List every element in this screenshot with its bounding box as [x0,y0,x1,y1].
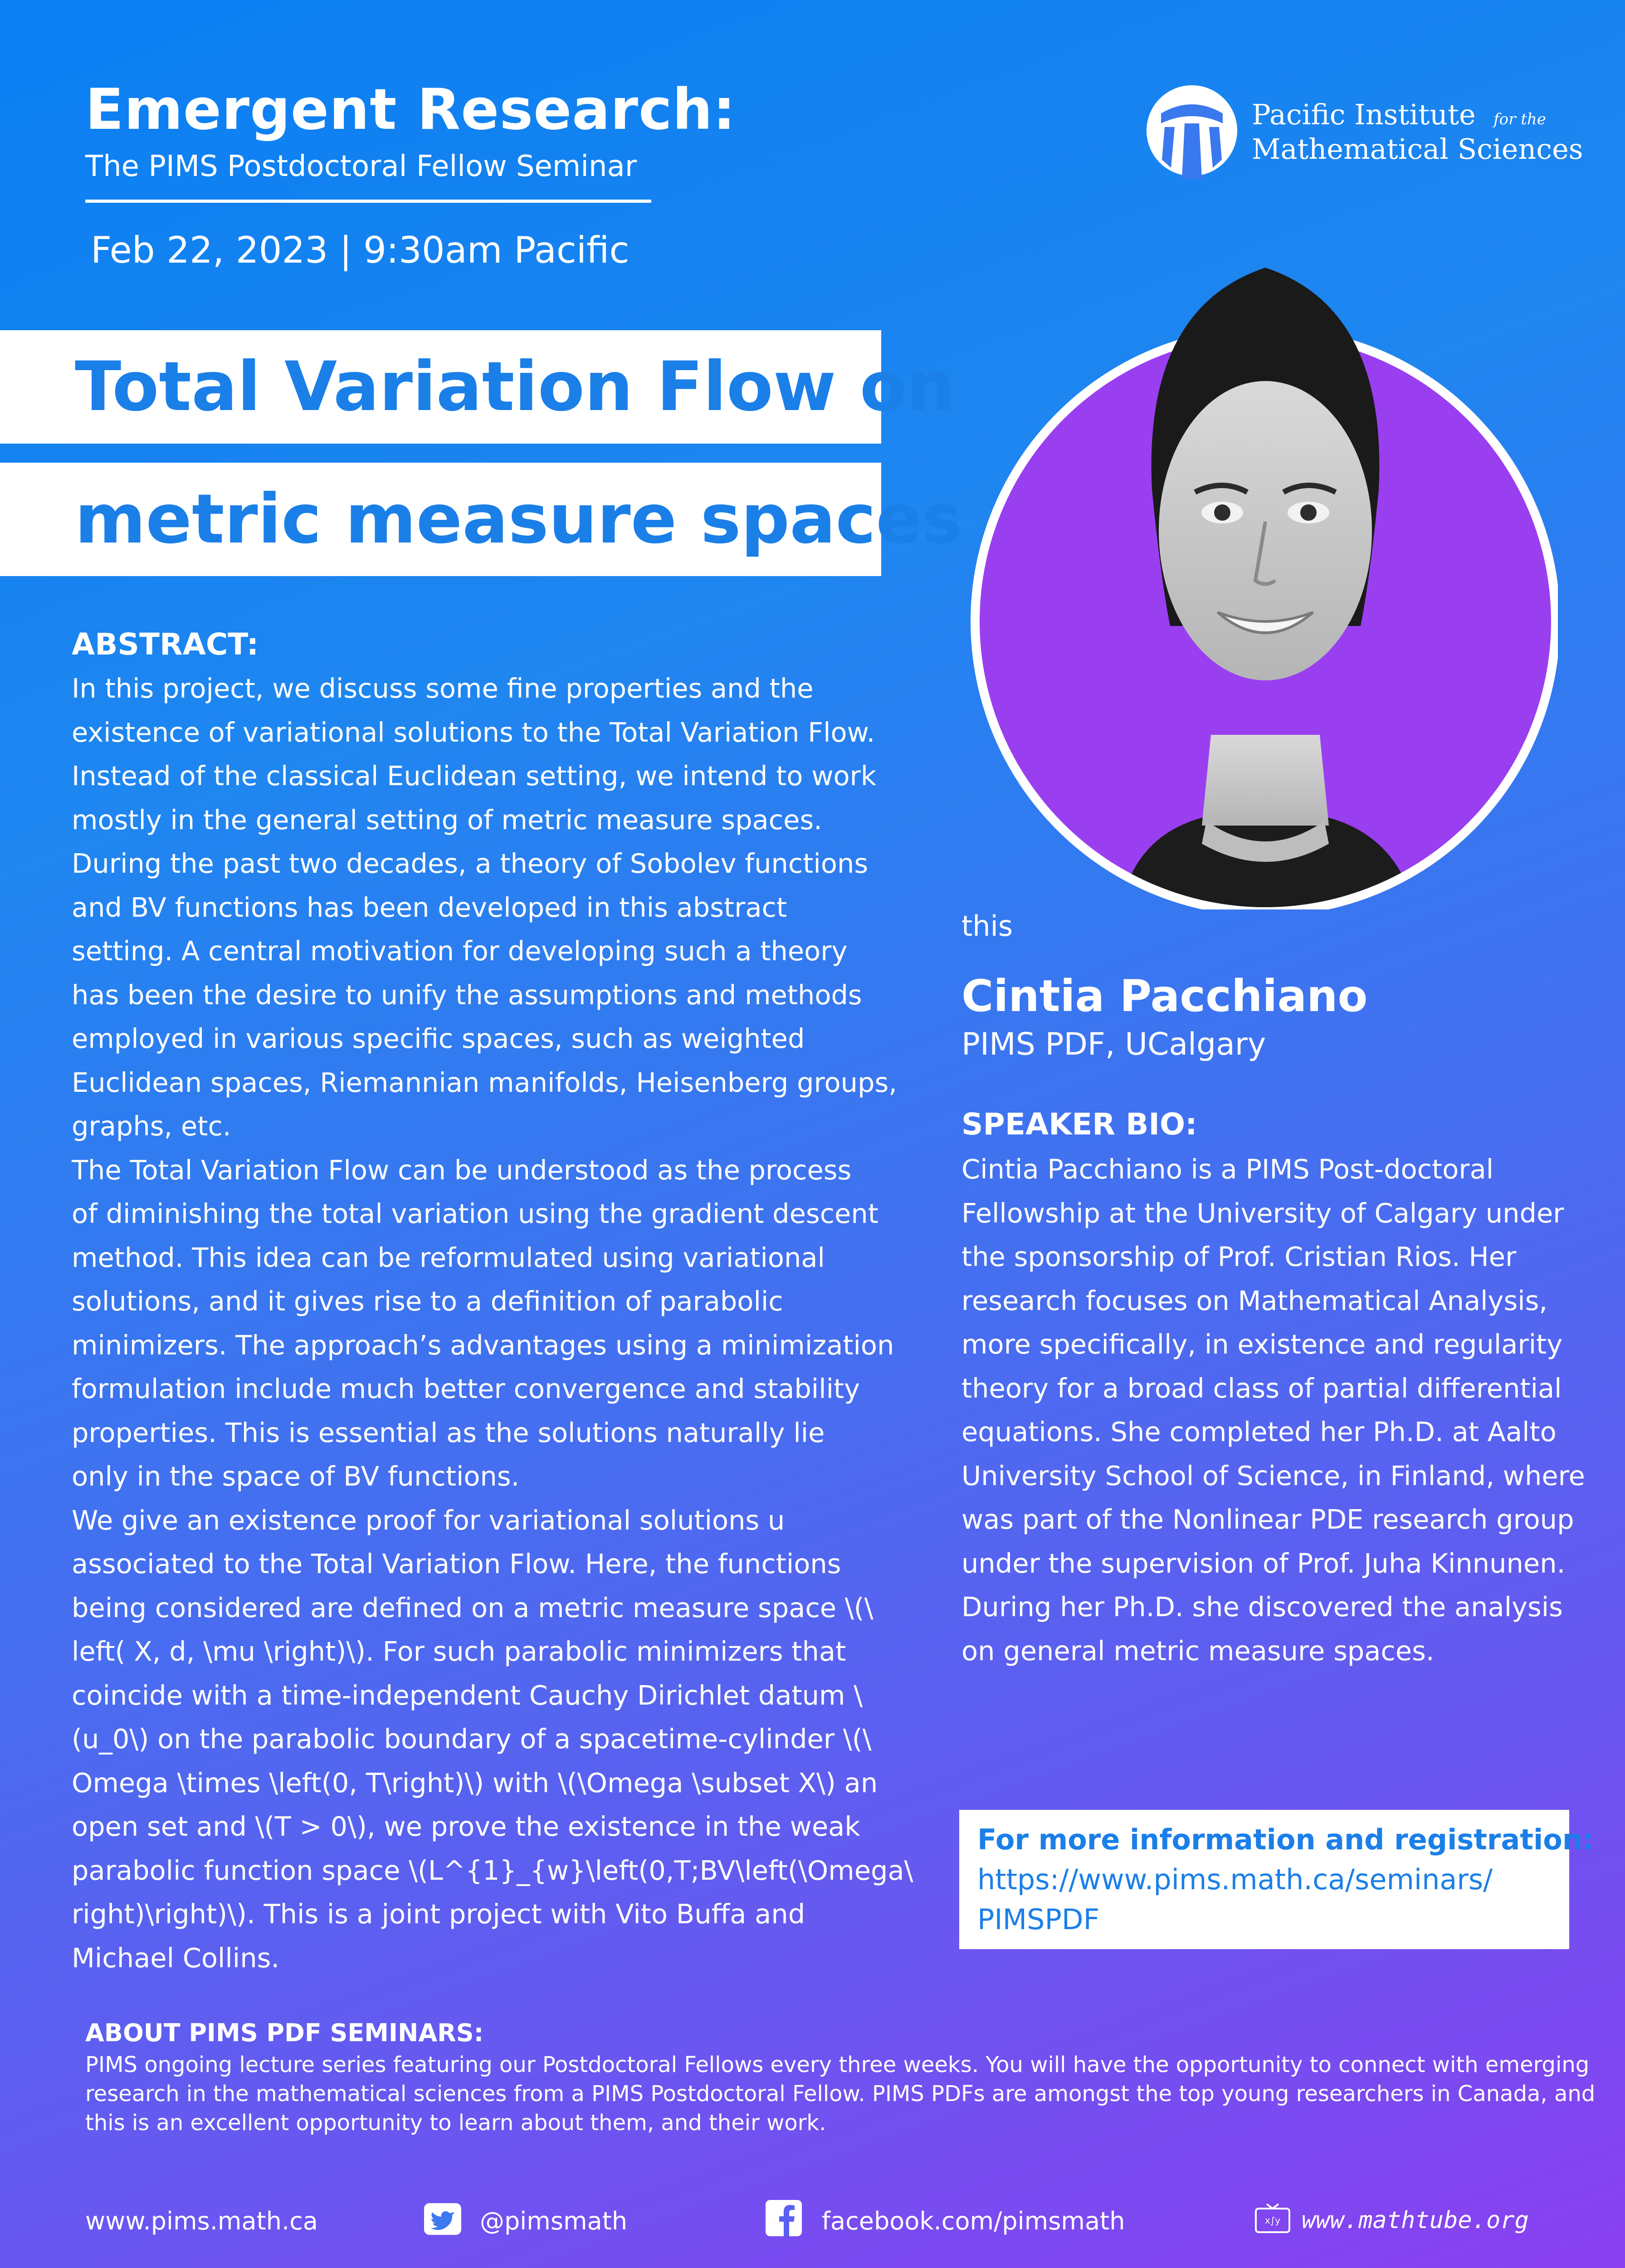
abstract-line: open set and \(T > 0\), we prove the existence in the weak [72,1811,860,1842]
seminar-series-subtitle: The PIMS Postdoctoral Fellow Seminar [85,150,637,183]
footer-website-link[interactable]: www.pims.math.ca [85,2207,318,2235]
event-date-time: Feb 22, 2023 | 9:30am Pacific [91,229,630,271]
logo-line-2: Mathematical Sciences [1252,132,1583,166]
abstract-line: being considered are defined on a metric measure space \(\ [72,1592,873,1623]
abstract-line: Euclidean spaces, Riemannian manifolds, Heisenberg groups, [72,1066,897,1098]
abstract-line: properties. This is essential as the solutions naturally lie [72,1417,825,1448]
abstract-line: coincide with a time-independent Cauchy Dirichlet datum \ [72,1679,863,1711]
speaker-affiliation: PIMS PDF, UCalgary [961,1026,1266,1062]
bio-line: research focuses on Mathematical Analysis, [961,1285,1548,1316]
footer-twitter-link[interactable]: @pimsmath [480,2207,628,2235]
abstract-line: right)\right)\). This is a joint project with Vito Buffa and [72,1898,805,1930]
seminar-series-title: Emergent Research: [85,77,736,142]
talk-title-line-2: metric measure spaces [0,463,881,576]
abstract-line: We give an existence proof for variational solutions u [72,1504,785,1536]
logo-line-1: Pacific Institute [1252,98,1476,131]
bio-line: more specifically, in existence and regularity [961,1329,1563,1360]
abstract-line: setting. A central motivation for developing such a theory [72,935,848,967]
bio-line: theory for a broad class of partial differential [961,1372,1562,1404]
abstract-line: employed in various specific spaces, such as weighted [72,1023,805,1054]
abstract-line: solutions, and it gives rise to a definition of parabolic [72,1286,783,1317]
abstract-line: only in the space of BV functions. [72,1461,520,1492]
abstract-line: left( X, d, \mu \right)\). For such parabolic minimizers that [72,1636,846,1667]
twitter-icon [424,2203,461,2235]
speaker-portrait [971,254,1558,909]
bio-line: Cintia Pacchiano is a PIMS Post-doctoral [961,1154,1494,1185]
about-line: this is an excellent opportunity to learn about them, and their work. [85,2110,826,2136]
speaker-name: Cintia Pacchiano [961,971,1368,1022]
subtitle-underline [85,200,651,203]
abstract-line: existence of variational solutions to the Total Variation Flow. [72,716,875,748]
abstract-label: ABSTRACT: [72,627,259,662]
speaker-bio-label: SPEAKER BIO: [961,1107,1197,1142]
mathtube-tv-icon [1254,2202,1291,2234]
about-seminars-body [85,2050,1595,2137]
facebook-icon [766,2200,802,2236]
abstract-line: During the past two decades, a theory of Sobolev functions [72,848,869,879]
bio-line: on general metric measure spaces. [961,1635,1435,1667]
bio-line: Fellowship at the University of Calgary under [961,1197,1564,1229]
abstract-line: Instead of the classical Euclidean setting, we intend to work [72,760,877,792]
speaker-pre-name-text: this [961,909,1013,943]
about-line: PIMS ongoing lecture series featuring our Postdoctoral Fellows every three weeks. You will have the opportunity to connect with emerging [85,2052,1590,2077]
footer-facebook-link[interactable]: facebook.com/pimsmath [822,2207,1125,2235]
abstract-line: method. This idea can be reformulated using variational [72,1242,825,1273]
bio-line: was part of the Nonlinear PDE research group [961,1504,1574,1535]
abstract-line: associated to the Total Variation Flow. Here, the functions [72,1548,841,1579]
abstract-line: In this project, we discuss some fine properties and the [72,673,814,704]
pims-logo-text [1252,100,1583,164]
abstract-line: Michael Collins. [72,1942,280,1974]
abstract-line: formulation include much better convergence and stability [72,1373,860,1404]
abstract-line: mostly in the general setting of metric measure spaces. [72,804,822,836]
bio-line: equations. She completed her Ph.D. at Aalto [961,1416,1557,1447]
about-seminars-label: ABOUT PIMS PDF SEMINARS: [85,2019,484,2047]
abstract-body [72,667,913,1980]
abstract-line: minimizers. The approach’s advantages using a minimization [72,1329,894,1361]
abstract-line: Omega \times \left(0, T\right)\) with \(\Omega \subset X\) an [72,1767,878,1799]
bio-line: University School of Science, in Finland, where [961,1460,1585,1491]
registration-link-line-1[interactable]: https://www.pims.math.ca/seminars/ [977,1863,1493,1896]
logo-for-the: for the [1493,110,1546,128]
about-line: research in the mathematical sciences from a PIMS Postdoctoral Fellow. PIMS PDFs are amongst the top young researchers in Canada, and [85,2081,1596,2107]
bio-line: under the supervision of Prof. Juha Kinnunen. [961,1547,1566,1579]
speaker-bio-body [961,1148,1596,1673]
footer-mathtube-link[interactable]: www.mathtube.org [1302,2207,1529,2234]
registration-info-box [959,1810,1594,1949]
abstract-line: parabolic function space \(L^{1}_{w}\left(0,T;BV\left(\Omega\ [72,1854,913,1886]
registration-link-line-2[interactable]: PIMSPDF [977,1903,1100,1936]
bio-line: the sponsorship of Prof. Cristian Rios. Her [961,1241,1517,1272]
abstract-line: The Total Variation Flow can be understood as the process [72,1154,852,1186]
bio-line: During her Ph.D. she discovered the analysis [961,1591,1563,1623]
talk-title-line-1: Total Variation Flow on [0,330,881,444]
abstract-line: has been the desire to unify the assumptions and methods [72,979,862,1011]
svg-text:x∫y: x∫y [1264,2215,1281,2226]
abstract-line: and BV functions has been developed in this abstract [72,891,787,923]
abstract-line: graphs, etc. [72,1110,231,1142]
abstract-line: (u_0\) on the parabolic boundary of a spacetime-cylinder \(\ [72,1723,872,1755]
abstract-line: of diminishing the total variation using the gradient descent [72,1198,878,1229]
registration-header: For more information and registration: [977,1823,1594,1856]
